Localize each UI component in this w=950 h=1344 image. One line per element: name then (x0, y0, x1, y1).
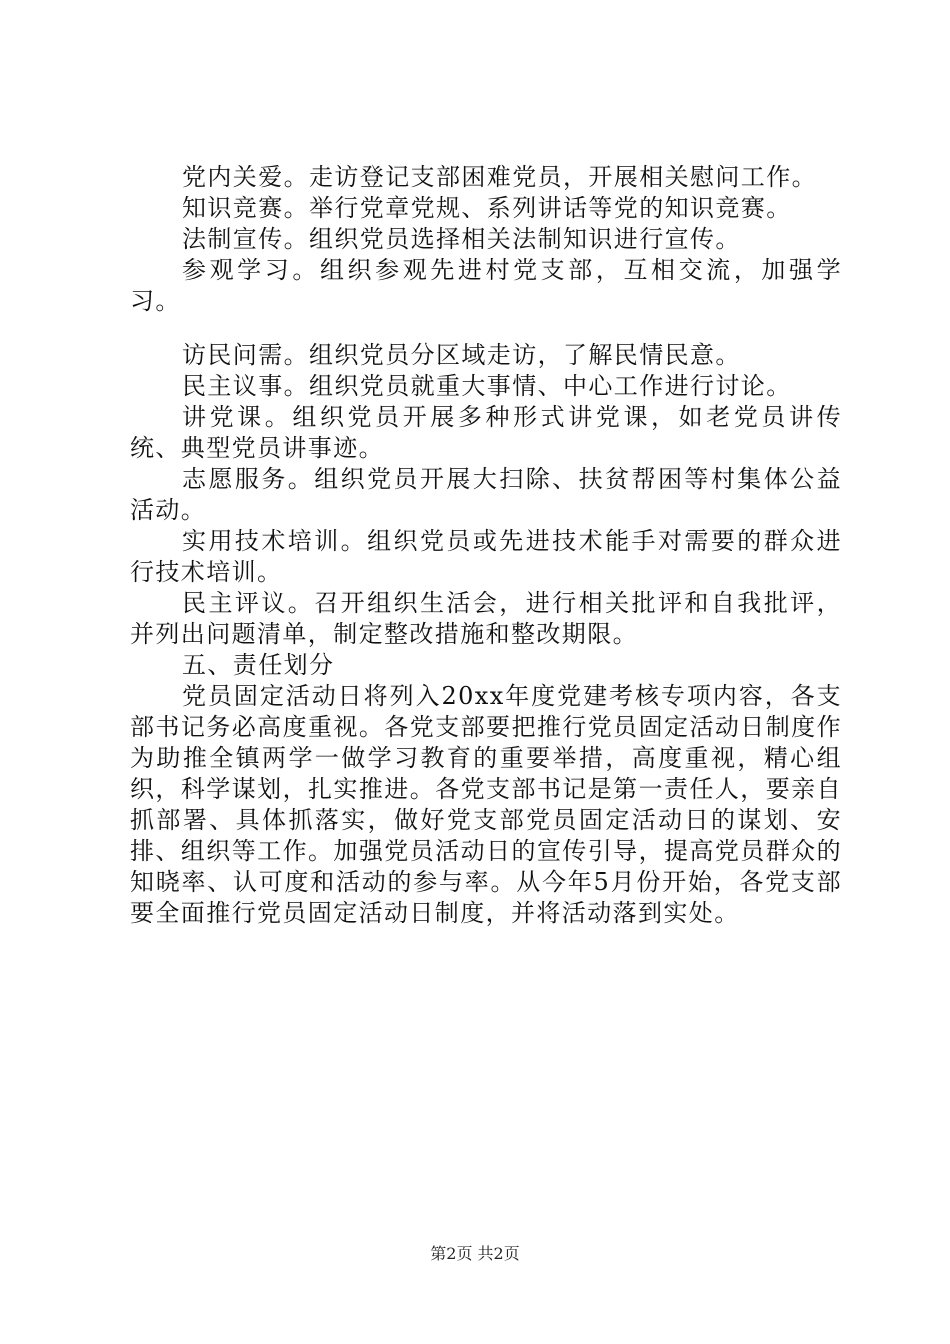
paragraph-party-lecture: 讲党课。组织党员开展多种形式讲党课，如老党员讲传统、典型党员讲事迹。 (130, 403, 842, 462)
paragraph-technical-training: 实用技术培训。组织党员或先进技术能手对需要的群众进行技术培训。 (130, 527, 842, 586)
document-body (130, 162, 842, 929)
paragraph-party-care: 党内关爱。走访登记支部困难党员，开展相关慰问工作。 (182, 163, 817, 191)
section-heading-responsibility: 五、责任划分 (182, 651, 335, 679)
paragraph-gap (130, 317, 842, 340)
paragraph-responsibility: 党员固定活动日将列入20xx年度党建考核专项内容，各支部书记务必高度重视。各党支部要把推行党员固定活动日制度作为助推全镇两学一做学习教育的重要举措，高度重视，精心组织，科学谋划，扎实推进。各党支部书记是第一责任人，要亲自抓部署、具体抓落实，做好党支部党员固定活动日的谋划、安排、组织等工作。加强党员活动日的宣传引导，提高党员群众的知晓率、认可度和活动的参与率。从今年5月份开始，各党支部要全面推行党员固定活动日制度，并将活动落到实处。 (130, 682, 842, 927)
paragraph-visit-people: 访民问需。组织党员分区域走访，了解民情民意。 (182, 341, 741, 369)
paragraph-knowledge-contest: 知识竞赛。举行党章党规、系列讲话等党的知识竞赛。 (182, 194, 792, 222)
paragraph-volunteer-service: 志愿服务。组织党员开展大扫除、扶贫帮困等村集体公益活动。 (130, 465, 842, 524)
paragraph-visit-study: 参观学习。组织参观先进村党支部，互相交流，加强学习。 (130, 256, 842, 315)
paragraph-democratic-discussion: 民主议事。组织党员就重大事情、中心工作进行讨论。 (182, 372, 792, 400)
paragraph-legal-publicity: 法制宣传。组织党员选择相关法制知识进行宣传。 (182, 225, 741, 253)
paragraph-democratic-review: 民主评议。召开组织生活会，进行相关批评和自我批评，并列出问题清单，制定整改措施和整改期限。 (130, 589, 842, 648)
page-footer: 第2页 共2页 (430, 1244, 520, 1263)
